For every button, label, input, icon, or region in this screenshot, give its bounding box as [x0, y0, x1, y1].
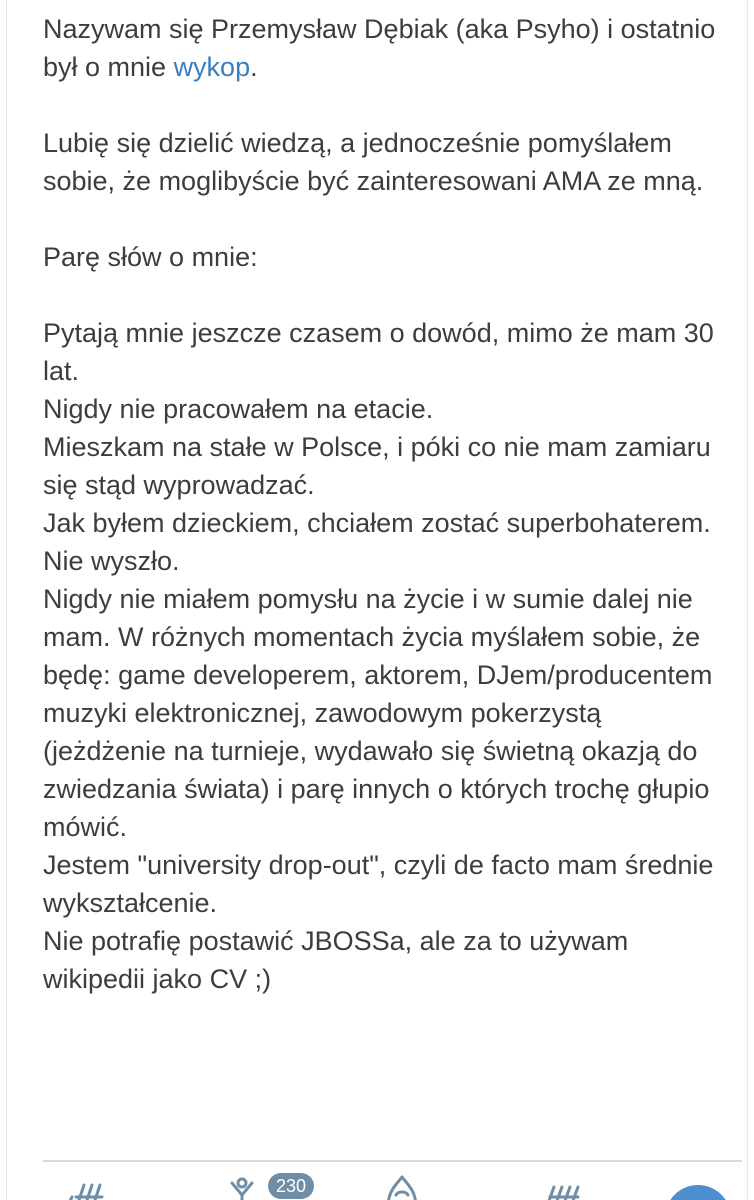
about-me-heading: Parę słów o mnie:: [43, 242, 258, 272]
intro-text: Nazywam się Przemysław Dębiak (aka Psyho) i ostatnio był o mnie: [43, 14, 716, 82]
upvote-icon[interactable]: [62, 1179, 106, 1200]
fact-line: Nigdy nie pracowałem na etacie.: [43, 394, 434, 424]
comment-icon[interactable]: [222, 1177, 264, 1200]
comment-count-badge: 230: [268, 1173, 314, 1199]
intro-paragraph: [43, 10, 723, 86]
downvote-icon[interactable]: [540, 1179, 584, 1200]
wykop-link[interactable]: wykop: [173, 52, 251, 82]
fact-line: Mieszkam na stałe w Polsce, i póki co nie mam zamiaru się stąd wyprowadzać.: [43, 432, 711, 500]
paragraph-spacer: [43, 86, 723, 124]
fact-line: Pytają mnie jeszcze czasem o dowód, mimo że mam 30 lat.: [43, 318, 714, 386]
ama-paragraph: Lubię się dzielić wiedzą, a jednocześnie pomyślałem sobie, że moglibyście być zainteresowani AMA ze mną.: [43, 128, 704, 196]
right-border: [747, 0, 748, 1200]
compose-icon[interactable]: [665, 1185, 731, 1200]
fact-line: Jestem "university drop-out", czyli de facto mam średnie wykształcenie.: [43, 850, 714, 918]
fact-line: Nie potrafię postawić JBOSSa, ale za to używam wikipedii jako CV ;): [43, 926, 629, 994]
post-actions-bar: [0, 1165, 754, 1200]
fact-line: Jak byłem dzieckiem, chciałem zostać superbohaterem. Nie wyszło.: [43, 508, 711, 576]
paragraph-spacer: [43, 276, 723, 314]
intro-period: .: [250, 52, 258, 82]
paragraph-spacer: [43, 200, 723, 238]
post-divider: [43, 1160, 742, 1162]
fact-line: Nigdy nie miałem pomysłu na życie i w sumie dalej nie mam. W różnych momentach życia myślałem sobie, że będę: game developerem, aktorem, DJem/producentem muzyki elektronicznej, zawodowym pokerzystą (jeżdżenie na turnieje, wydawało się świetną okazją do zwiedzania świata) i parę innych o których trochę głupio mówić.: [43, 584, 713, 842]
post-body: [43, 10, 723, 998]
award-icon[interactable]: [382, 1173, 422, 1200]
left-border: [6, 0, 7, 1200]
